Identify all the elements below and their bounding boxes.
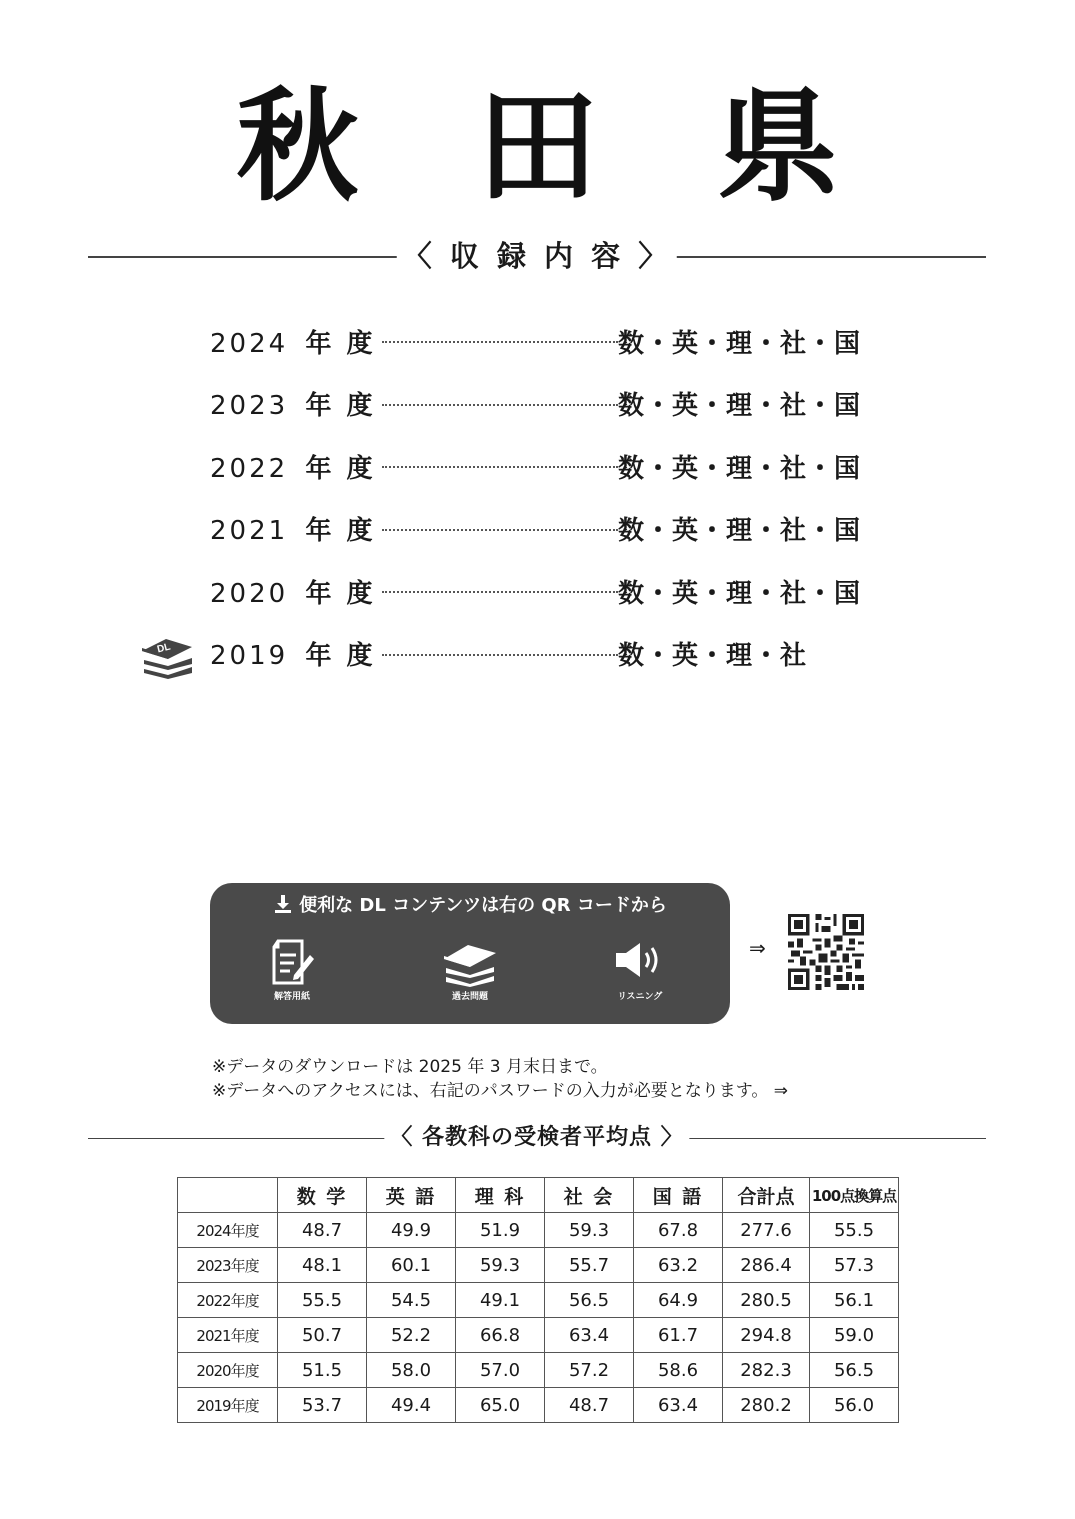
table-header [178,1178,278,1213]
scores-heading [88,1118,986,1158]
table-cell: 58.0 [367,1353,456,1388]
table-cell: 54.5 [367,1283,456,1318]
leader-dots [382,654,618,656]
books-icon [440,937,500,987]
table-cell: 48.7 [545,1388,634,1423]
table-cell: 280.2 [723,1388,810,1423]
year-label: 2023 年 度 [210,391,376,422]
dl-item-caption: 解答用紙 [273,992,310,1002]
note-line: ※データへのアクセスには、右記のパスワードの入力が必要となります。 ⇒ [212,1081,789,1101]
table-cell: 51.9 [456,1213,545,1248]
table-cell: 48.7 [278,1213,367,1248]
scores-heading-label: 〈 各教科の受検者平均点 〉 [384,1118,689,1158]
contents-row-2019 [156,623,910,686]
leader-dots [382,591,618,593]
table-cell: 2020年度 [178,1353,278,1388]
table-header-row [178,1178,899,1213]
table-header: 数 学 [278,1178,367,1213]
table-cell: 2022年度 [178,1283,278,1318]
svg-text:DL: DL [156,641,172,655]
table-cell: 59.0 [810,1318,899,1353]
table-row [178,1283,899,1318]
table-cell: 2019年度 [178,1388,278,1423]
table-cell: 286.4 [723,1248,810,1283]
year-label: 2022 年 度 [210,453,376,484]
table-cell: 51.5 [278,1353,367,1388]
table-row [178,1213,899,1248]
answer-sheet-icon [264,937,320,987]
table-cell: 2021年度 [178,1318,278,1353]
table-cell: 58.6 [634,1353,723,1388]
table-cell: 61.7 [634,1318,723,1353]
table-cell: 67.8 [634,1213,723,1248]
table-cell: 59.3 [545,1213,634,1248]
table-header: 合計点 [723,1178,810,1213]
dl-item-answer-sheet [232,937,352,1002]
table-cell: 49.1 [456,1283,545,1318]
table-header: 国 語 [634,1178,723,1213]
dl-item-listening [580,937,700,1002]
year-label: 2020 年 度 [210,578,376,609]
leader-dots [382,529,618,531]
table-cell: 53.7 [278,1388,367,1423]
table-cell: 57.3 [810,1248,899,1283]
dl-books-icon [138,629,196,679]
table-cell: 50.7 [278,1318,367,1353]
table-cell: 55.5 [810,1213,899,1248]
table-header: 社 会 [545,1178,634,1213]
table-row [178,1353,899,1388]
table-cell: 48.1 [278,1248,367,1283]
subjects-list: 数・英・理・社・国 [618,516,862,547]
table-cell: 65.0 [456,1388,545,1423]
dl-item-caption: 過去問題 [451,992,488,1002]
contents-row-2024 [210,310,910,373]
table-cell: 59.3 [456,1248,545,1283]
table-cell: 56.5 [545,1283,634,1318]
year-label: 2021 年 度 [210,516,376,547]
table-cell: 294.8 [723,1318,810,1353]
table-cell: 64.9 [634,1283,723,1318]
subjects-list: 数・英・理・社・国 [618,453,862,484]
table-header: 100点換算点 [810,1178,899,1213]
table-cell: 56.0 [810,1388,899,1423]
year-label: 2024 年 度 [210,328,376,359]
contents-row-2023 [210,373,910,436]
table-cell: 56.5 [810,1353,899,1388]
qr-arrow: ⇒ [749,936,766,960]
table-cell: 66.8 [456,1318,545,1353]
leader-dots [382,466,618,468]
subjects-list: 数・英・理・社 [618,641,808,672]
table-cell: 2024年度 [178,1213,278,1248]
qr-code-icon[interactable] [788,914,864,990]
speaker-icon [610,937,670,987]
table-row [178,1388,899,1423]
table-cell: 2023年度 [178,1248,278,1283]
table-cell: 55.5 [278,1283,367,1318]
contents-row-2022 [210,435,910,498]
table-cell: 60.1 [367,1248,456,1283]
table-cell: 282.3 [723,1353,810,1388]
dl-item-caption: リスニング [617,992,663,1002]
contents-heading-label: 〈 収 録 内 容 〉 [397,236,677,276]
table-header: 理 科 [456,1178,545,1213]
table-cell: 55.7 [545,1248,634,1283]
contents-heading [88,236,986,276]
download-notes [212,1055,788,1103]
dl-item-books [410,937,530,1002]
title-char: 田 [476,76,599,218]
table-header: 英 語 [367,1178,456,1213]
table-row [178,1318,899,1353]
contents-list [156,310,910,685]
table-cell: 52.2 [367,1318,456,1353]
table-cell: 56.1 [810,1283,899,1318]
leader-dots [382,404,618,406]
download-icon [273,894,293,914]
table-cell: 49.4 [367,1388,456,1423]
table-cell: 57.0 [456,1353,545,1388]
contents-row-2021 [210,498,910,561]
subjects-list: 数・英・理・社・国 [618,391,862,422]
leader-dots [382,341,618,343]
title-char: 県 [716,76,839,218]
table-row [178,1248,899,1283]
dl-box-title: 便利な DL コンテンツは右の QR コードから [210,891,730,917]
subjects-list: 数・英・理・社・国 [618,578,862,609]
note-line: ※データのダウンロードは 2025 年 3 月末日まで。 [212,1057,608,1077]
table-cell: 63.2 [634,1248,723,1283]
year-label: 2019 年 度 [210,641,376,672]
table-cell: 63.4 [545,1318,634,1353]
table-cell: 277.6 [723,1213,810,1248]
table-cell: 63.4 [634,1388,723,1423]
page-title [0,76,1075,218]
average-scores-table [177,1177,899,1423]
table-cell: 49.9 [367,1213,456,1248]
title-char: 秋 [236,76,359,218]
table-cell: 57.2 [545,1353,634,1388]
table-cell: 280.5 [723,1283,810,1318]
subjects-list: 数・英・理・社・国 [618,328,862,359]
contents-row-2020 [210,560,910,623]
dl-content-box [210,883,730,1024]
